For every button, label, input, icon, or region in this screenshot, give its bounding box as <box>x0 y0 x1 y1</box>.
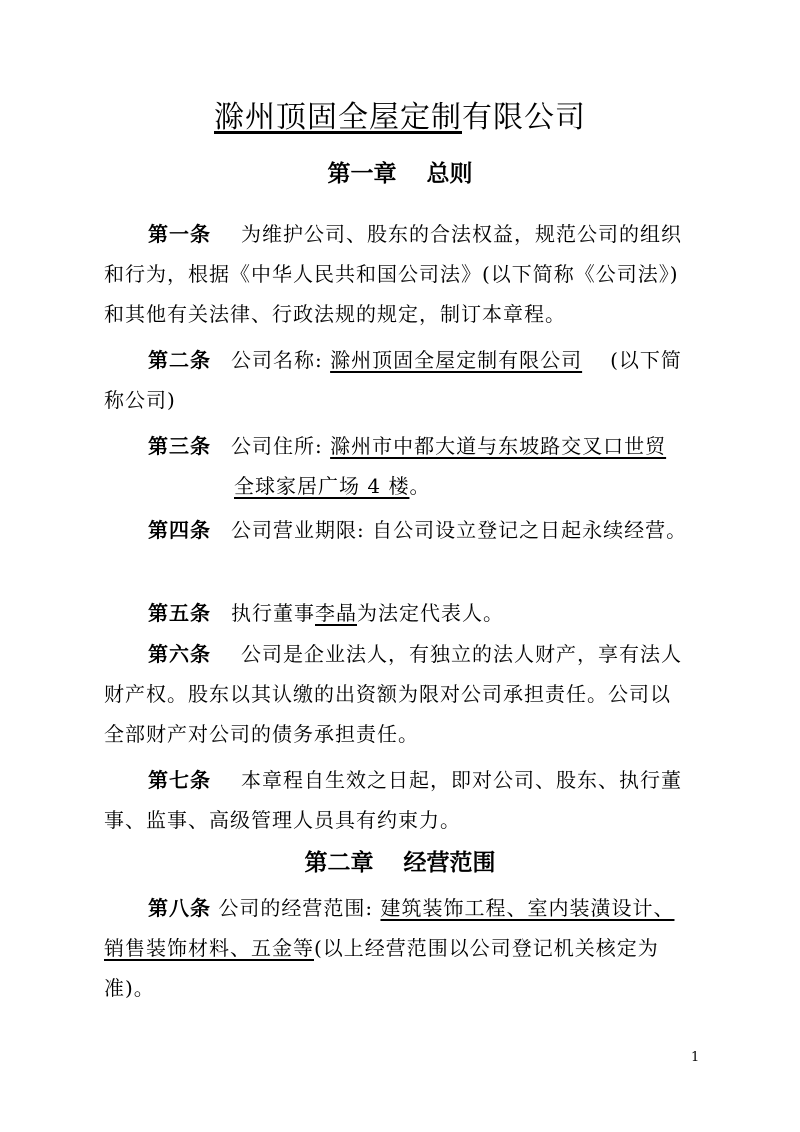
address-line-1: 滁州市中都大道与东坡路交叉口世贸 <box>330 434 667 458</box>
article-3: 第三条 公司住所: 滁州市中都大道与东坡路交叉口世贸 全球家居广场 4 楼。 <box>148 434 667 498</box>
legal-representative-name: 李晶 <box>315 601 357 625</box>
article-7: 第七条 本章程自生效之日起，即对公司、股东、执行董 事、监事、高级管理人员具有约束力。 <box>104 768 682 832</box>
chapter-1-heading: 第一章 总则 <box>327 160 473 187</box>
address-line-2: 全球家居广场 4 楼 <box>234 474 410 498</box>
article-5: 第五条 执行董事李晶为法定代表人。 <box>148 601 504 625</box>
article-label: 第七条 <box>148 768 211 792</box>
business-scope-1: 建筑装饰工程、室内装潢设计、 <box>380 896 675 920</box>
article-label: 第五条 <box>148 601 211 625</box>
article-4: 第四条 公司营业期限: 自公司设立登记之日起永续经营。 <box>148 518 688 542</box>
article-label: 第三条 <box>148 434 211 458</box>
article-label: 第四条 <box>148 518 211 542</box>
chapter-2-heading: 第二章 经营范围 <box>304 849 496 876</box>
article-6: 第六条 公司是企业法人，有独立的法人财产，享有法人 财产权。股东以其认缴的出资额为限对公司承担责任。公司以 全部财产对公司的债务承担责任。 <box>104 642 682 746</box>
title-suffix: 有限公司 <box>462 100 586 135</box>
article-8: 第八条 公司的经营范围: 建筑装饰工程、室内装潢设计、 销售装饰材料、五金等(以上经营范围以公司登记机关核定为 准)。 <box>104 896 675 1000</box>
company-name-field: 滁州顶固全屋定制有限公司 <box>330 348 583 372</box>
page-number: 1 <box>691 1050 700 1065</box>
company-name-underlined: 滁州顶固全屋定制 <box>214 100 462 135</box>
article-label: 第一条 <box>148 222 211 246</box>
article-label: 第二条 <box>148 348 211 372</box>
document-title <box>0 96 800 140</box>
article-label: 第六条 <box>148 642 211 666</box>
business-scope-2: 销售装饰材料、五金等 <box>104 936 314 960</box>
article-label: 第八条 <box>148 896 211 920</box>
article-2: 第二条 公司名称: 滁州顶固全屋定制有限公司 (以下简 称公司) <box>104 348 682 412</box>
article-1: 第一条 为维护公司、股东的合法权益，规范公司的组织 和行为，根据《中华人民共和国公司法》(以下简称《公司法》) 和其他有关法律、行政法规的规定，制订本章程。 <box>104 222 682 326</box>
